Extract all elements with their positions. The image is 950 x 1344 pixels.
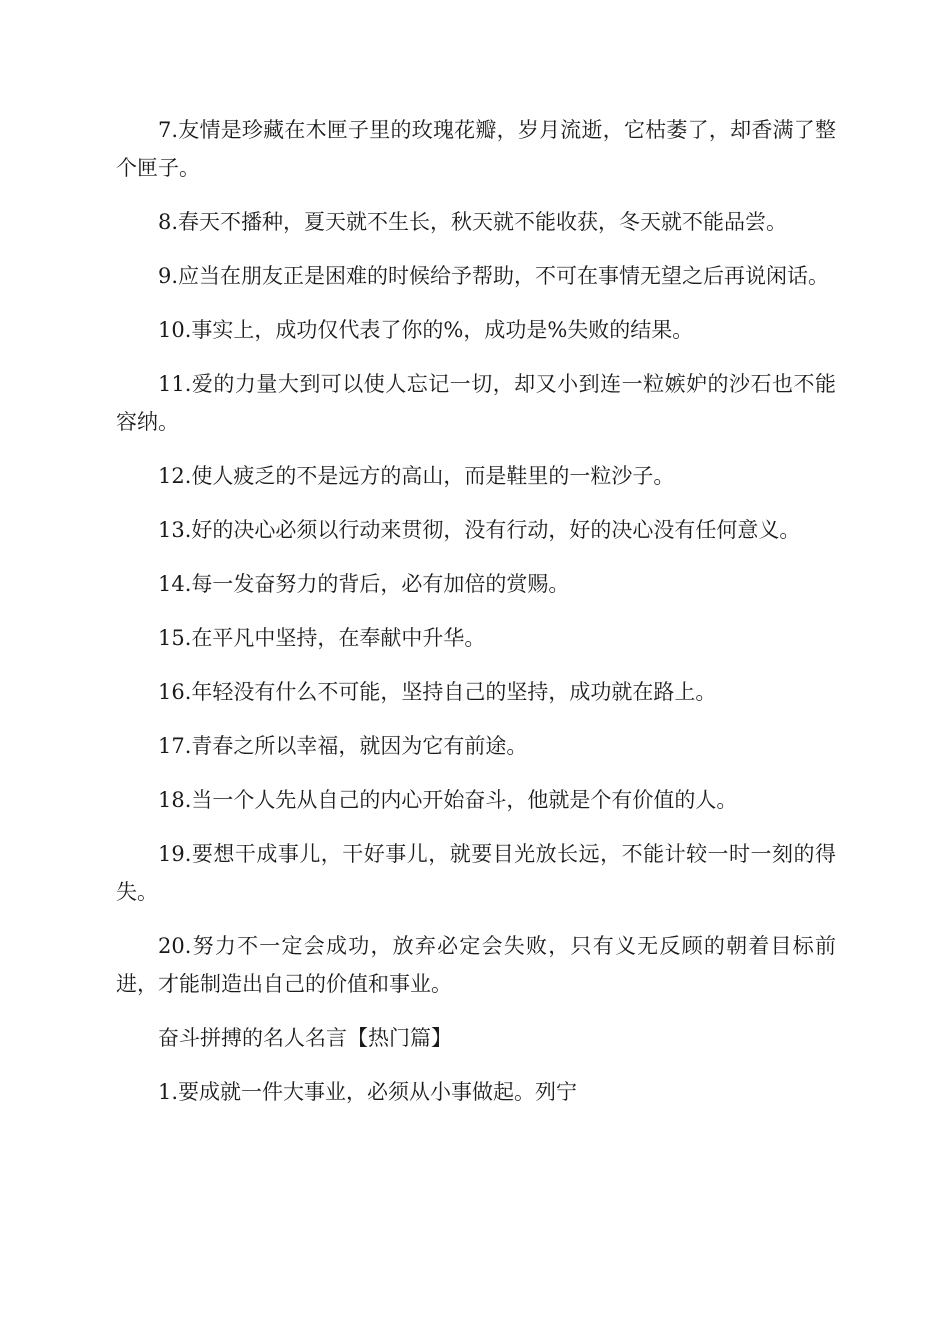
- quote-paragraph: 12.使人疲乏的不是远方的高山，而是鞋里的一粒沙子。: [158, 464, 675, 488]
- quote-paragraph: 19.要想干成事儿，干好事儿，就要目光放长远，不能计较一时一刻的得失。: [116, 842, 836, 904]
- document-body: [116, 111, 836, 1127]
- quote-paragraph: 16.年轻没有什么不可能，坚持自己的坚持，成功就在路上。: [158, 680, 717, 704]
- quote-paragraph: 18.当一个人先从自己的内心开始奋斗，他就是个有价值的人。: [158, 788, 738, 812]
- quote-paragraph: 9.应当在朋友正是困难的时候给予帮助，不可在事情无望之后再说闲话。: [158, 264, 830, 288]
- quote-paragraph: 15.在平凡中坚持，在奉献中升华。: [158, 626, 486, 650]
- quote-paragraph: 13.好的决心必须以行动来贯彻，没有行动，好的决心没有任何意义。: [158, 518, 801, 542]
- quote-paragraph: 14.每一发奋努力的背后，必有加倍的赏赐。: [158, 572, 570, 596]
- quote-paragraph: 10.事实上，成功仅代表了你的%，成功是%失败的结果。: [158, 318, 694, 342]
- quote-paragraph: 20.努力不一定会成功，放弃必定会失败，只有义无反顾的朝着目标前进，才能制造出自己的价值和事业。: [116, 934, 836, 996]
- section-heading: 奋斗拼搏的名人名言【热门篇】: [158, 1026, 452, 1050]
- quote-paragraph: 17.青春之所以幸福，就因为它有前途。: [158, 734, 528, 758]
- quote-paragraph: 1.要成就一件大事业，必须从小事做起。列宁: [158, 1080, 578, 1104]
- quote-paragraph: 7.友情是珍藏在木匣子里的玫瑰花瓣，岁月流逝，它枯萎了，却香满了整个匣子。: [116, 118, 836, 180]
- quote-paragraph: 11.爱的力量大到可以使人忘记一切，却又小到连一粒嫉妒的沙石也不能容纳。: [116, 372, 836, 434]
- quote-paragraph: 8.春天不播种，夏天就不生长，秋天就不能收获，冬天就不能品尝。: [158, 210, 788, 234]
